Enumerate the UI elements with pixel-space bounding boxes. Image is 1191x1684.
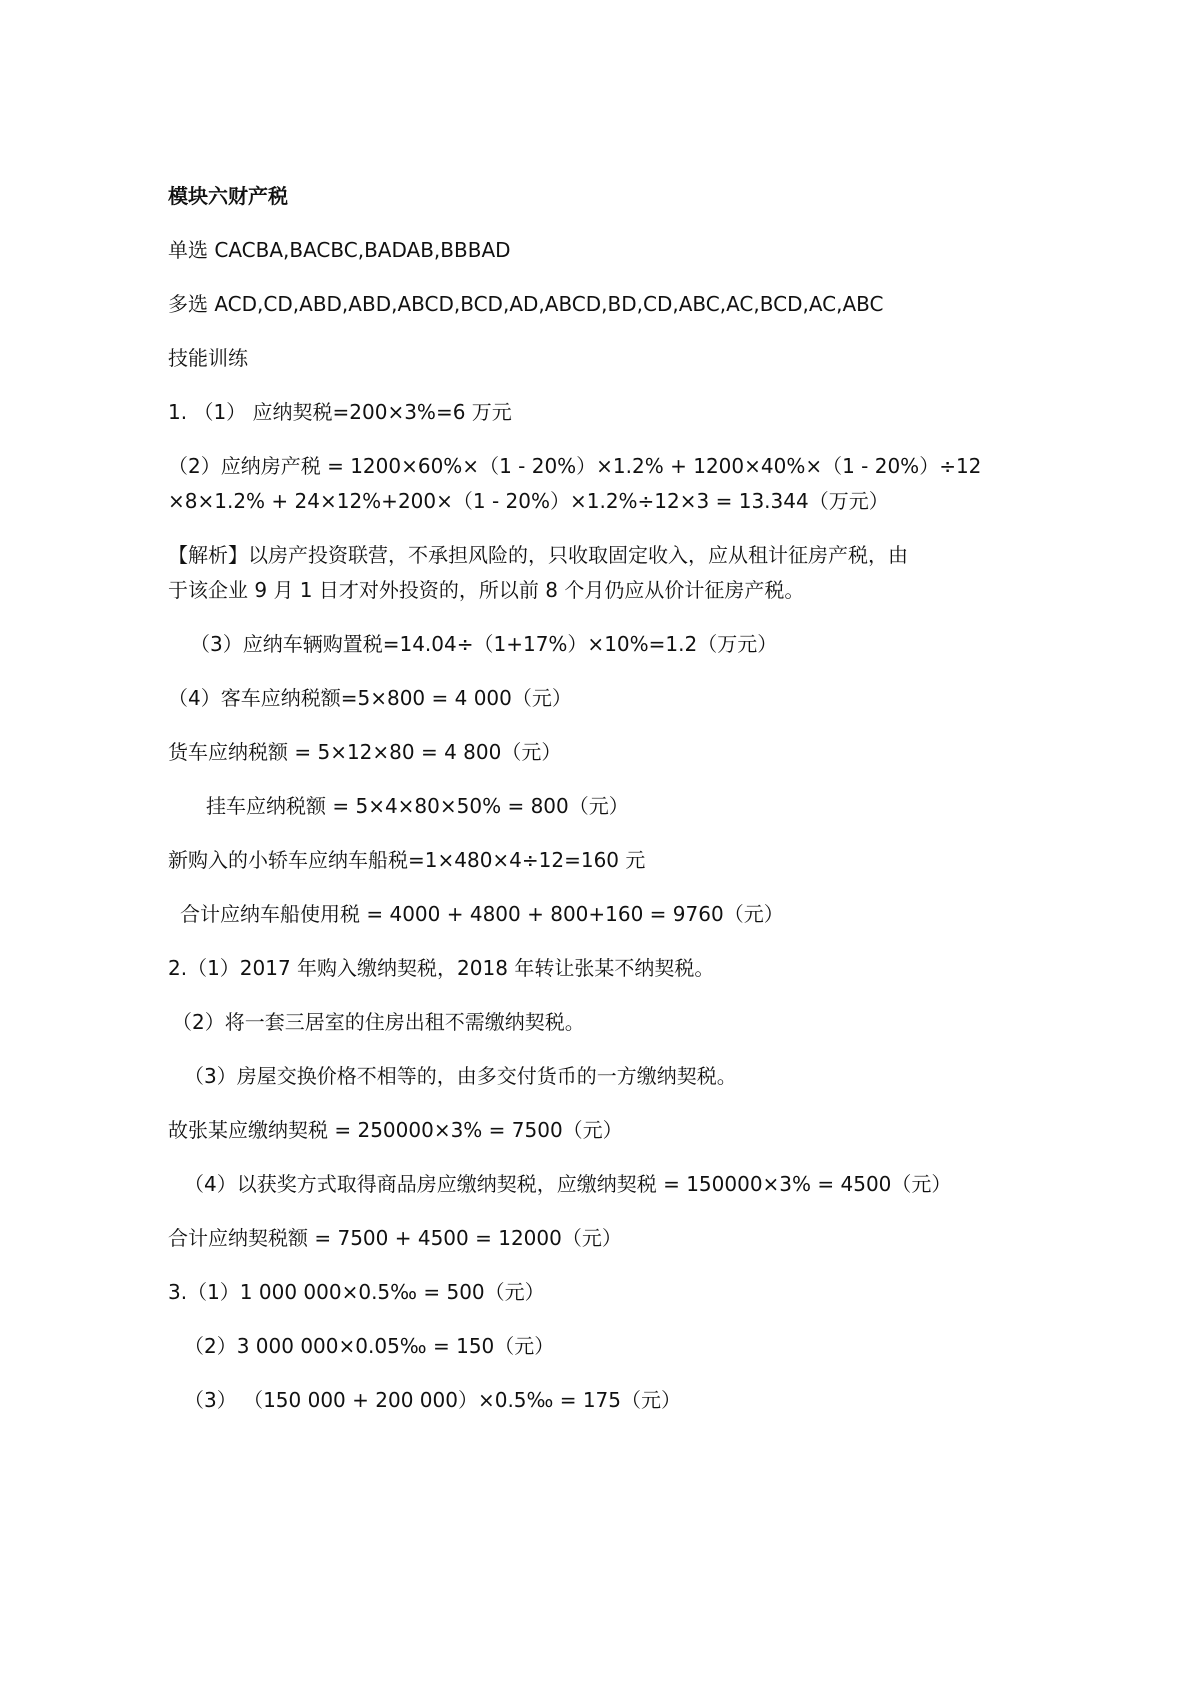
q2-part2: （2）将一套三居室的住房出租不需缴纳契税。 — [172, 1010, 585, 1034]
q1-part4-bus: （4）客车应纳税额=5×800 = 4 000（元） — [168, 686, 572, 710]
q1-part3: （3）应纳车辆购置税=14.04÷（1+17%）×10%=1.2（万元） — [190, 632, 778, 656]
q3-part1: 3.（1）1 000 000×0.5‰ = 500（元） — [168, 1280, 545, 1304]
q1-part4-car: 新购入的小轿车应纳车船税=1×480×4÷12=160 元 — [168, 848, 646, 872]
q1-part4-total: 合计应纳车船使用税 = 4000 + 4800 + 800+160 = 9760（元） — [180, 902, 784, 926]
skills-heading: 技能训练 — [168, 346, 248, 370]
analysis-line1: 【解析】以房产投资联营，不承担风险的，只收取固定收入，应从租计征房产税，由 — [168, 543, 908, 567]
q2-part3: （3）房屋交换价格不相等的，由多交付货币的一方缴纳契税。 — [184, 1064, 737, 1088]
q2-part1: 2.（1）2017 年购入缴纳契税，2018 年转让张某不纳契税。 — [168, 956, 715, 980]
module-title: 模块六财产税 — [168, 184, 288, 208]
q2-total: 合计应纳契税额 = 7500 + 4500 = 12000（元） — [168, 1226, 622, 1250]
q1-part2-line2: ×8×1.2% + 24×12%+200×（1 - 20%）×1.2%÷12×3 = 13.344（万元） — [168, 489, 889, 513]
q1-part2-line1: （2）应纳房产税 = 1200×60%×（1 - 20%）×1.2% + 1200×40%×（1 - 20%）÷12 — [168, 454, 982, 478]
q1-part1: 1. （1） 应纳契税=200×3%=6 万元 — [168, 400, 512, 424]
q2-part3-result: 故张某应缴纳契税 = 250000×3% = 7500（元） — [168, 1118, 623, 1142]
analysis-line2: 于该企业 9 月 1 日才对外投资的，所以前 8 个月仍应从价计征房产税。 — [168, 578, 805, 602]
q2-part4: （4）以获奖方式取得商品房应缴纳契税，应缴纳契税 = 150000×3% = 4500（元） — [184, 1172, 952, 1196]
q1-part4-trailer: 挂车应纳税额 = 5×4×80×50% = 800（元） — [206, 794, 629, 818]
multiple-choice-answers: 多选 ACD,CD,ABD,ABD,ABCD,BCD,AD,ABCD,BD,CD,ABC,AC,BCD,AC,ABC — [168, 292, 884, 316]
single-choice-answers: 单选 CACBA,BACBC,BADAB,BBBAD — [168, 238, 511, 262]
q3-part3: （3） （150 000 + 200 000）×0.5‰ = 175（元） — [184, 1388, 682, 1412]
q1-part4-truck: 货车应纳税额 = 5×12×80 = 4 800（元） — [168, 740, 562, 764]
q3-part2: （2）3 000 000×0.05‰ = 150（元） — [184, 1334, 555, 1358]
